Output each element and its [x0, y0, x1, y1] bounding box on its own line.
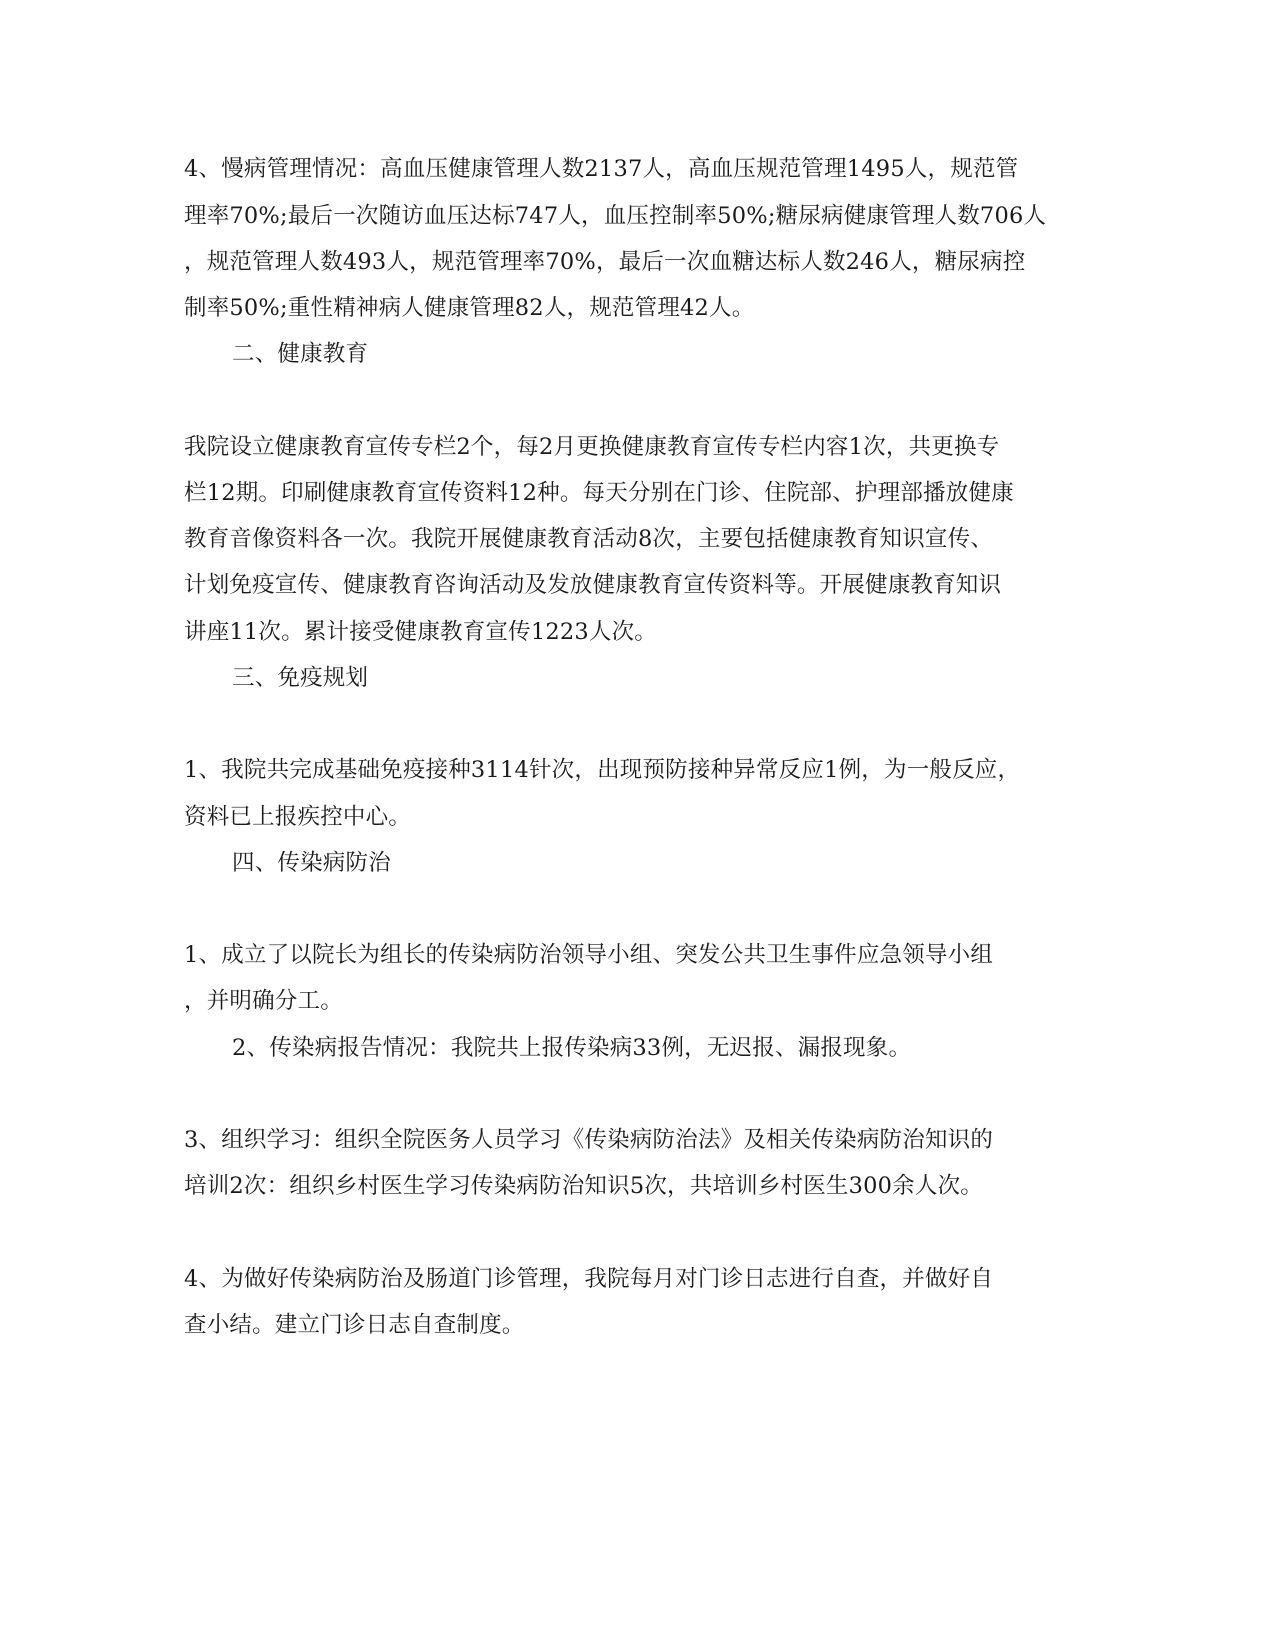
paragraph-line: 1、我院共完成基础免疫接种3114针次，出现预防接种异常反应1例，为一般反应， [184, 757, 1021, 783]
paragraph-line: 计划免疫宣传、健康教育咨询活动及发放健康教育宣传资料等。开展健康教育知识 [184, 572, 1002, 598]
paragraph-line: 查小结。建立门诊日志自查制度。 [184, 1312, 525, 1338]
paragraph-line: 理率70%;最后一次随访血压达标747人，血压控制率50%;糖尿病健康管理人数706人 [184, 203, 1047, 229]
paragraph-line: ，并明确分工。 [184, 988, 343, 1014]
paragraph-line: 1、成立了以院长为组长的传染病防治领导小组、突发公共卫生事件应急领导小组 [184, 942, 994, 968]
paragraph-line: 讲座11次。累计接受健康教育宣传1223人次。 [184, 619, 657, 645]
section-heading: 三、免疫规划 [232, 665, 369, 691]
paragraph-line: ，规范管理人数493人，规范管理率70%，最后一次血糖达标人数246人，糖尿病控 [184, 249, 1026, 275]
paragraph-line: 栏12期。印刷健康教育宣传资料12种。每天分别在门诊、住院部、护理部播放健康 [184, 480, 1014, 506]
paragraph-line: 资料已上报疾控中心。 [184, 804, 412, 830]
paragraph-line: 4、慢病管理情况：高血压健康管理人数2137人，高血压规范管理1495人，规范管 [184, 156, 1019, 182]
section-heading: 二、健康教育 [232, 341, 369, 367]
paragraph-line: 3、组织学习：组织全院医务人员学习《传染病防治法》及相关传染病防治知识的 [184, 1127, 994, 1153]
paragraph-line: 制率50%;重性精神病人健康管理82人，规范管理42人。 [184, 295, 755, 321]
section-heading: 四、传染病防治 [232, 850, 391, 876]
paragraph-line: 4、为做好传染病防治及肠道门诊管理，我院每月对门诊日志进行自查，并做好自 [184, 1266, 994, 1292]
paragraph-line: 我院设立健康教育宣传专栏2个，每2月更换健康教育宣传专栏内容1次，共更换专 [184, 434, 1000, 460]
paragraph-line: 2、传染病报告情况：我院共上报传染病33例，无迟报、漏报现象。 [232, 1035, 912, 1061]
paragraph-line: 培训2次：组织乡村医生学习传染病防治知识5次，共培训乡村医生300余人次。 [184, 1173, 983, 1199]
paragraph-line: 教育音像资料各一次。我院开展健康教育活动8次，主要包括健康教育知识宣传、 [184, 526, 994, 552]
